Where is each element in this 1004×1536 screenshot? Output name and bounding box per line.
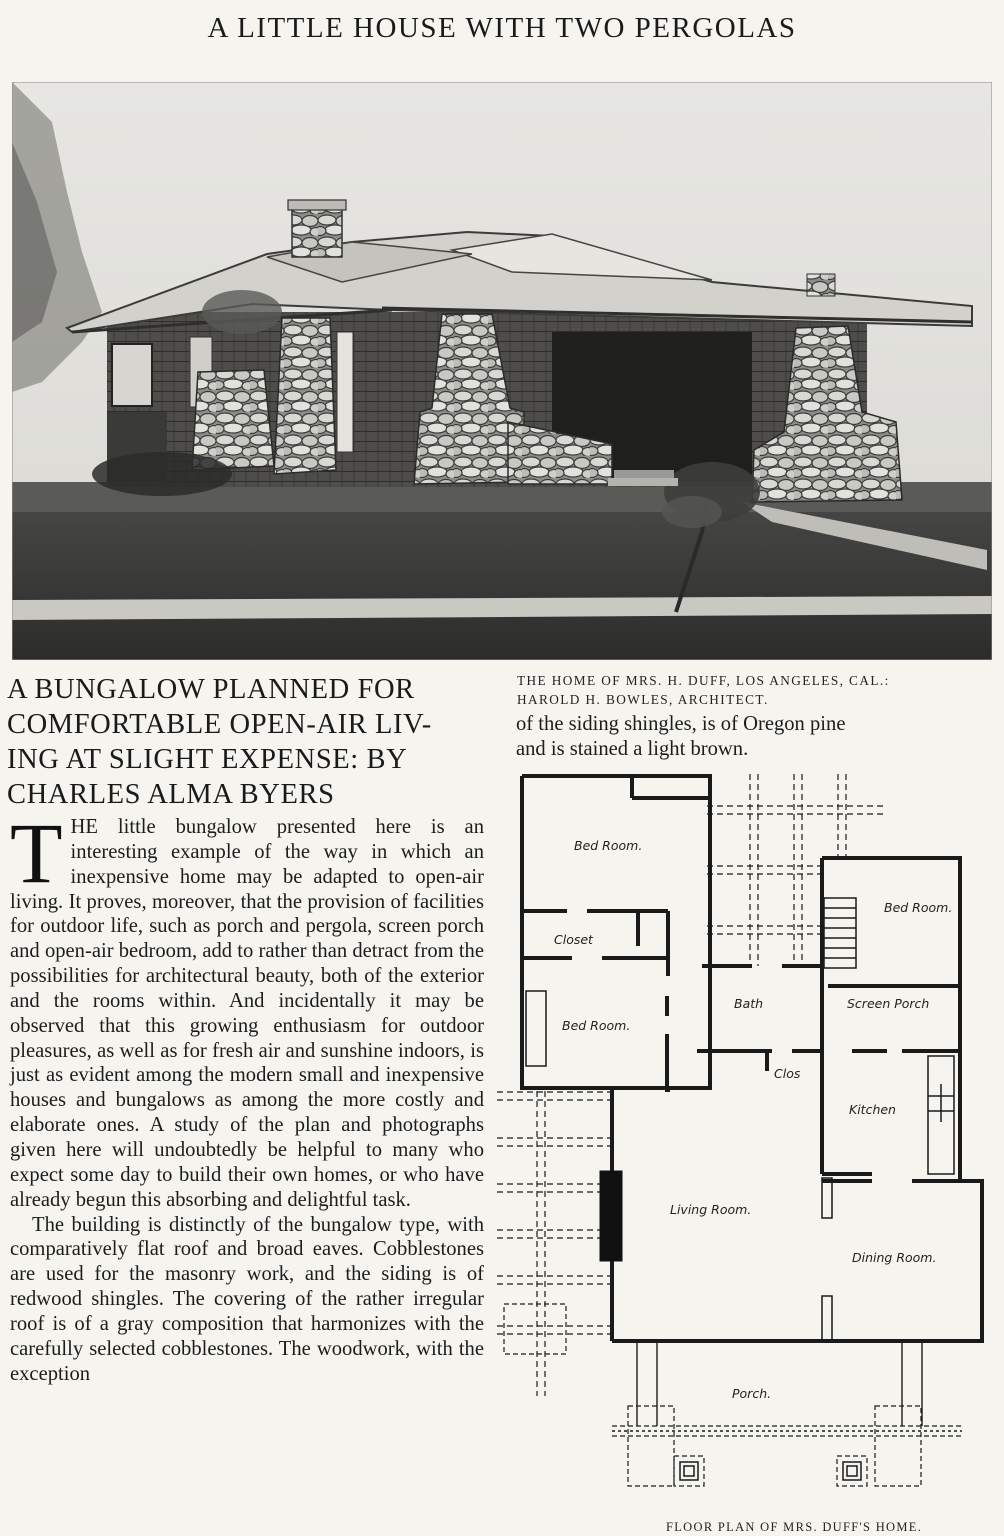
- bungalow-photograph: [12, 82, 992, 660]
- paragraph-text: HE little bungalow presented here is an interesting example of the way in which an inexpensive home may be adapted to open-air living. It proves, moreover, that the provision of facilities for outdoor life, such as porch and pergola, screen porch and open-air bedroom, add to rather than detract from the possibilities for architectural beauty, both of the exterior and the rooms within. And incidentally it may be observed that this growing enthusiasm for outdoor pleasures, as well as for fresh air and sunshine indoors, is just as evident among the modern small and inexpensive houses and bungalows as among the more costly and elaborate ones. A study of the plan and photographs given here will undoubtedly be helpful to many who expect some day to build their own homes, or who have already begun this absorbing and delightful task.: [10, 816, 484, 1211]
- caption-line: HAROLD H. BOWLES, ARCHITECT.: [517, 692, 769, 707]
- photo-caption: [517, 671, 992, 709]
- room-label-bath: Bath: [734, 996, 764, 1011]
- headline-line: ING AT SLIGHT EXPENSE: BY: [7, 744, 408, 775]
- body-paragraph: [10, 805, 484, 1213]
- headline-line: CHARLES ALMA BYERS: [7, 779, 335, 810]
- headline-line: A BUNGALOW PLANNED FOR: [7, 674, 415, 705]
- room-label-screen-porch: Screen Porch: [847, 996, 930, 1011]
- continuation-line: and is stained a light brown.: [516, 738, 749, 760]
- article-body: [10, 805, 484, 1386]
- room-label-clos: Clos: [774, 1066, 801, 1081]
- page-title: A LITTLE HOUSE WITH TWO PERGOLAS: [207, 12, 797, 44]
- room-label-bed-room: Bed Room.: [884, 900, 953, 915]
- room-label-dining-room: Dining Room.: [852, 1250, 937, 1265]
- floor-plan: [492, 766, 992, 1521]
- room-label-bed-room: Bed Room.: [562, 1018, 631, 1033]
- room-label-bed-room: Bed Room.: [574, 838, 643, 853]
- continuation-line: of the siding shingles, is of Oregon pine: [516, 713, 846, 735]
- caption-line: THE HOME OF MRS. H. DUFF, LOS ANGELES, CAL.:: [517, 673, 890, 688]
- headline-line: COMFORTABLE OPEN-AIR LIV-: [7, 709, 432, 740]
- room-label-closet: Closet: [554, 932, 593, 947]
- drop-cap: T: [10, 805, 63, 901]
- room-label-kitchen: Kitchen: [849, 1102, 896, 1117]
- room-label-living-room: Living Room.: [670, 1202, 752, 1217]
- article-headline: [7, 672, 487, 812]
- body-paragraph: The building is distinctly of the bungalow type, with comparatively flat roof and broad eaves. Cobblestones are used for the masonry work, and the siding is of redwood shingles. The covering of the rather irregular roof is of a gray composition that harmonizes with the carefully selected cobblestones. The woodwork, with the exception: [10, 1213, 484, 1385]
- room-label-porch: Porch.: [732, 1386, 772, 1401]
- floor-plan-caption: FLOOR PLAN OF MRS. DUFF'S HOME.: [666, 1520, 923, 1534]
- article-continuation: [516, 712, 990, 762]
